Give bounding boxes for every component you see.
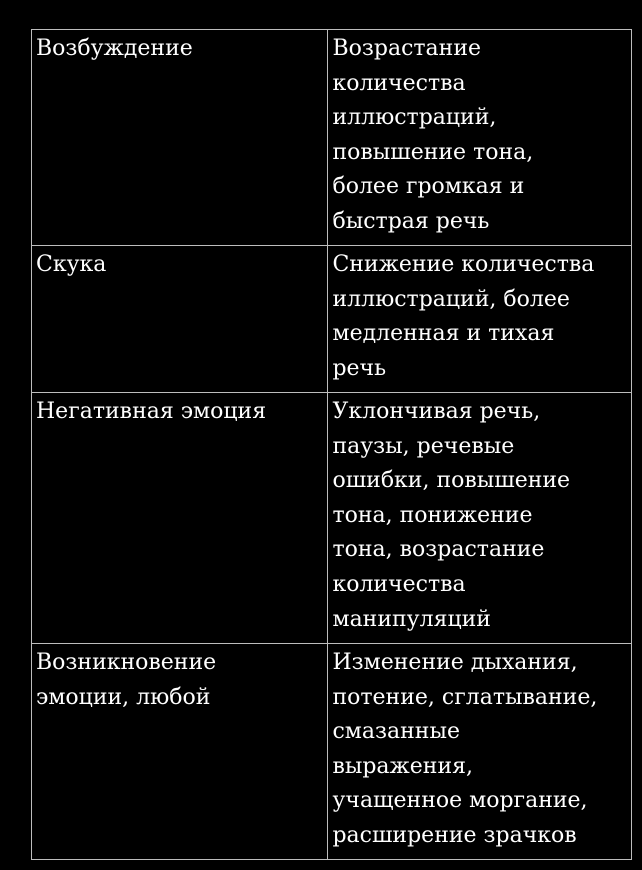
emotion-label: Скука xyxy=(36,252,107,277)
manifestation-text: Возрастание количества иллюстраций, повышение тона, более громкая и быстрая речь xyxy=(332,36,534,234)
emotion-table xyxy=(31,29,632,860)
emotion-cell xyxy=(32,644,328,860)
table-row xyxy=(32,30,632,246)
table-row xyxy=(32,393,632,644)
emotion-label: Возбуждение xyxy=(36,36,193,61)
manifestation-text: Уклончивая речь, паузы, речевые ошибки, повышение тона, понижение тона, возрастание количества манипуляций xyxy=(332,399,571,632)
table-row xyxy=(32,246,632,393)
manifestation-cell xyxy=(328,246,632,393)
emotion-cell xyxy=(32,246,328,393)
manifestation-text: Снижение количества иллюстраций, более медленная и тихая речь xyxy=(332,252,595,381)
emotion-label: Возникновение эмоции, любой xyxy=(36,650,217,710)
emotion-cell xyxy=(32,30,328,246)
table-row xyxy=(32,644,632,860)
emotion-label: Негативная эмоция xyxy=(36,399,267,424)
manifestation-text: Изменение дыхания, потение, сглатывание, смазанные выражения, учащенное моргание, расширение зрачков xyxy=(332,650,598,848)
emotion-cell xyxy=(32,393,328,644)
manifestation-cell xyxy=(328,30,632,246)
manifestation-cell xyxy=(328,644,632,860)
manifestation-cell xyxy=(328,393,632,644)
